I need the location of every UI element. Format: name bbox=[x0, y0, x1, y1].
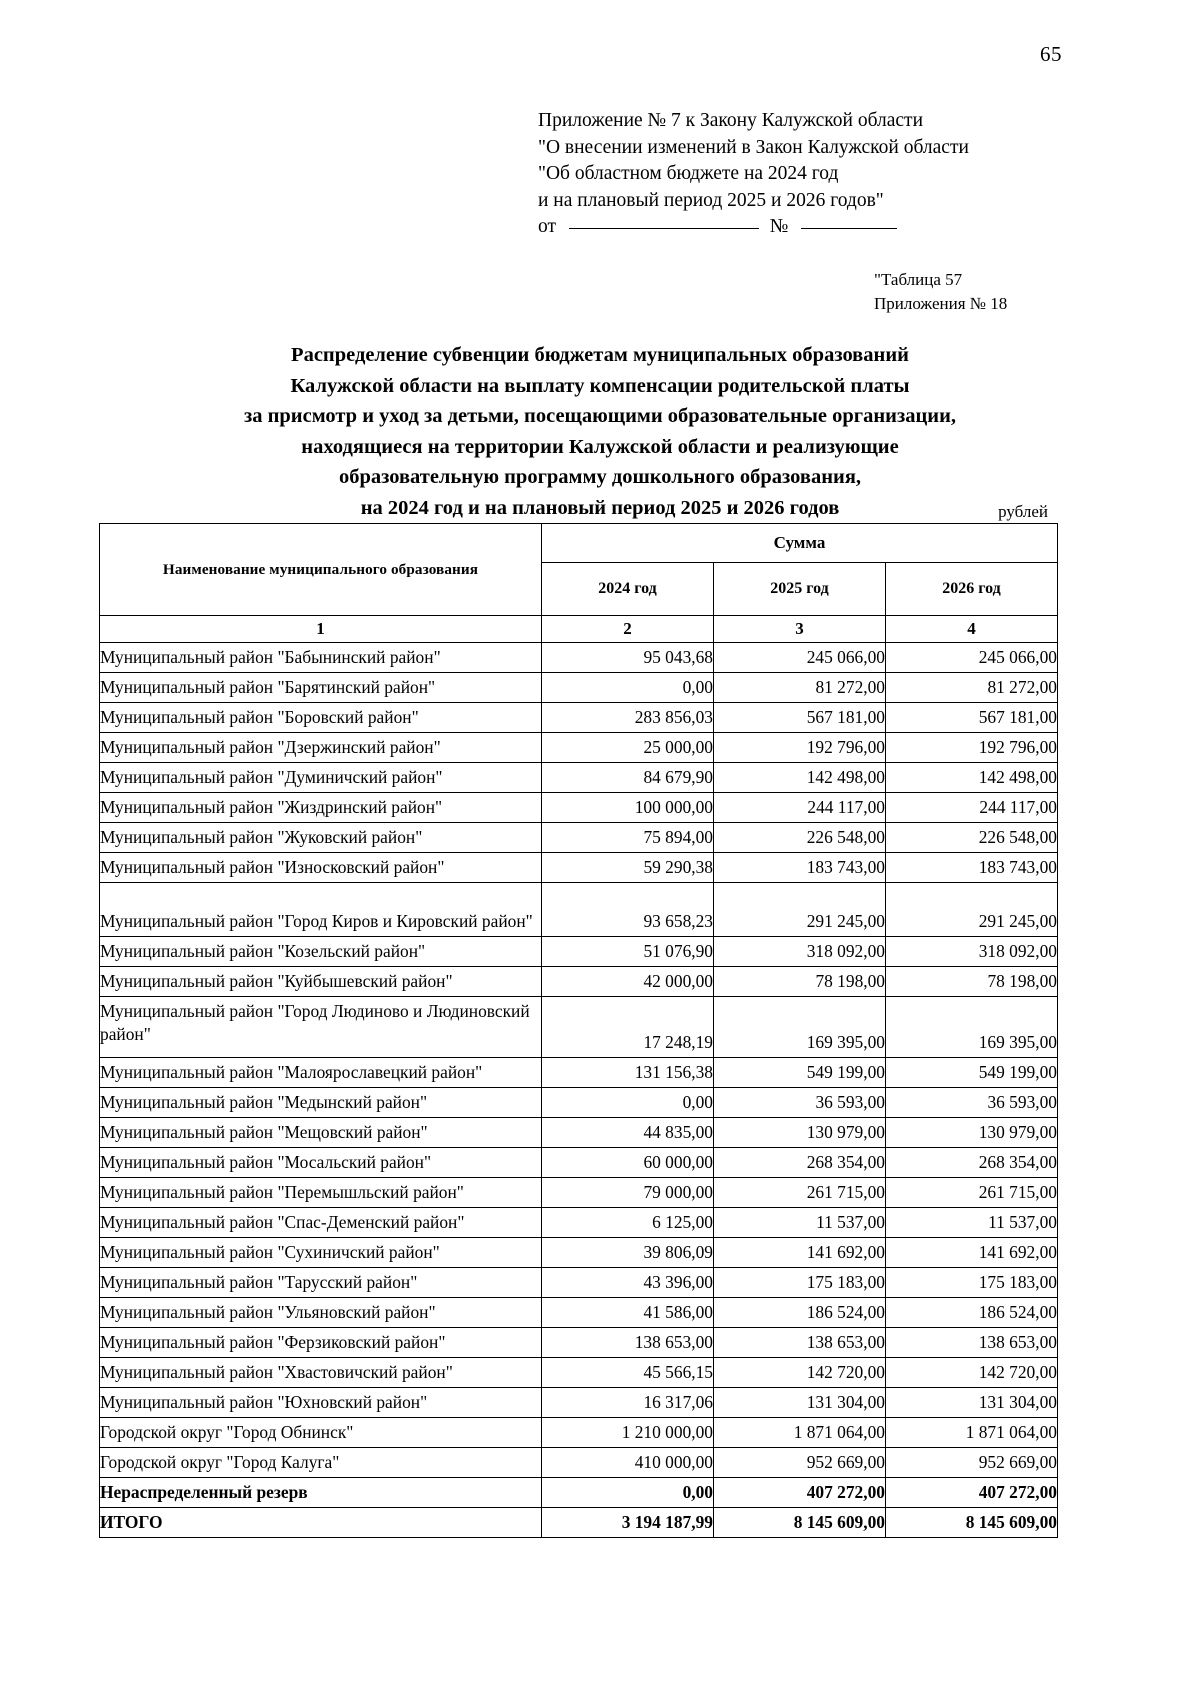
row-value-2025: 8 145 609,00 bbox=[714, 1508, 886, 1538]
row-municipality-name: Муниципальный район "Малоярославецкий район" bbox=[100, 1058, 542, 1088]
table-column-number-row bbox=[100, 616, 1058, 643]
row-municipality-name: Нераспределенный резерв bbox=[100, 1478, 542, 1508]
table-row bbox=[100, 1448, 1058, 1478]
row-value-2026: 192 796,00 bbox=[886, 733, 1058, 763]
row-value-2024: 84 679,90 bbox=[542, 763, 714, 793]
row-value-2024: 95 043,68 bbox=[542, 643, 714, 673]
row-value-2026: 291 245,00 bbox=[886, 883, 1058, 937]
row-municipality-name: Городской округ "Город Калуга" bbox=[100, 1448, 542, 1478]
row-value-2024: 25 000,00 bbox=[542, 733, 714, 763]
row-value-2026: 78 198,00 bbox=[886, 967, 1058, 997]
header-year-2024: 2024 год bbox=[542, 563, 714, 616]
row-value-2026: 175 183,00 bbox=[886, 1268, 1058, 1298]
row-value-2025: 407 272,00 bbox=[714, 1478, 886, 1508]
row-value-2024: 6 125,00 bbox=[542, 1208, 714, 1238]
row-value-2025: 318 092,00 bbox=[714, 937, 886, 967]
row-value-2025: 1 871 064,00 bbox=[714, 1418, 886, 1448]
table-row bbox=[100, 967, 1058, 997]
table-row bbox=[100, 1508, 1058, 1538]
row-municipality-name: Муниципальный район "Куйбышевский район" bbox=[100, 967, 542, 997]
row-value-2025: 81 272,00 bbox=[714, 673, 886, 703]
row-value-2026: 36 593,00 bbox=[886, 1088, 1058, 1118]
row-municipality-name: Муниципальный район "Барятинский район" bbox=[100, 673, 542, 703]
title-line-2: Калужской области на выплату компенсации родительской платы bbox=[290, 374, 910, 397]
table-row bbox=[100, 1148, 1058, 1178]
row-value-2024: 75 894,00 bbox=[542, 823, 714, 853]
row-value-2024: 16 317,06 bbox=[542, 1388, 714, 1418]
table-row bbox=[100, 1238, 1058, 1268]
row-value-2024: 39 806,09 bbox=[542, 1238, 714, 1268]
row-value-2024: 100 000,00 bbox=[542, 793, 714, 823]
row-value-2025: 549 199,00 bbox=[714, 1058, 886, 1088]
row-municipality-name: Муниципальный район "Город Людиново и Людиновский район" bbox=[100, 997, 542, 1058]
row-municipality-name: Муниципальный район "Спас-Деменский район" bbox=[100, 1208, 542, 1238]
row-municipality-name: Муниципальный район "Город Киров и Кировский район" bbox=[100, 883, 542, 937]
table-row bbox=[100, 793, 1058, 823]
row-value-2025: 244 117,00 bbox=[714, 793, 886, 823]
title-line-5: образовательную программу дошкольного образования, bbox=[338, 466, 862, 488]
row-value-2026: 244 117,00 bbox=[886, 793, 1058, 823]
row-value-2024: 51 076,90 bbox=[542, 937, 714, 967]
row-value-2024: 0,00 bbox=[542, 1088, 714, 1118]
row-municipality-name: Муниципальный район "Хвастовичский район" bbox=[100, 1358, 542, 1388]
row-value-2025: 138 653,00 bbox=[714, 1328, 886, 1358]
title-line-1: Распределение субвенции бюджетам муниципальных образований bbox=[291, 344, 909, 366]
table-body bbox=[100, 643, 1058, 1538]
appendix-line-3: "Об областном бюджете на 2024 год bbox=[538, 163, 839, 184]
row-value-2025: 186 524,00 bbox=[714, 1298, 886, 1328]
row-value-2024: 59 290,38 bbox=[542, 853, 714, 883]
table-row bbox=[100, 1298, 1058, 1328]
row-municipality-name: Муниципальный район "Тарусский район" bbox=[100, 1268, 542, 1298]
row-value-2025: 130 979,00 bbox=[714, 1118, 886, 1148]
row-value-2025: 142 720,00 bbox=[714, 1358, 886, 1388]
appendix-reference-block bbox=[538, 108, 969, 241]
row-municipality-name: Муниципальный район "Ульяновский район" bbox=[100, 1298, 542, 1328]
row-value-2026: 183 743,00 bbox=[886, 853, 1058, 883]
row-value-2024: 0,00 bbox=[542, 673, 714, 703]
row-value-2026: 131 304,00 bbox=[886, 1388, 1058, 1418]
table-row bbox=[100, 703, 1058, 733]
row-value-2026: 567 181,00 bbox=[886, 703, 1058, 733]
title-line-6: на 2024 год и на плановый период 2025 и 2026 годов bbox=[360, 496, 840, 519]
row-value-2024: 410 000,00 bbox=[542, 1448, 714, 1478]
table-row bbox=[100, 1088, 1058, 1118]
table-row bbox=[100, 1118, 1058, 1148]
table-row bbox=[100, 853, 1058, 883]
column-number-3: 3 bbox=[714, 616, 886, 643]
row-value-2025: 142 498,00 bbox=[714, 763, 886, 793]
table-row bbox=[100, 643, 1058, 673]
table-reference-line-1: "Таблица 57 bbox=[874, 270, 963, 289]
table-row bbox=[100, 1478, 1058, 1508]
row-value-2025: 567 181,00 bbox=[714, 703, 886, 733]
row-municipality-name: ИТОГО bbox=[100, 1508, 542, 1538]
date-blank-rule bbox=[569, 228, 759, 229]
row-value-2026: 138 653,00 bbox=[886, 1328, 1058, 1358]
row-municipality-name: Муниципальный район "Жуковский район" bbox=[100, 823, 542, 853]
row-municipality-name: Муниципальный район "Ферзиковский район" bbox=[100, 1328, 542, 1358]
table-row bbox=[100, 1208, 1058, 1238]
row-value-2024: 60 000,00 bbox=[542, 1148, 714, 1178]
table-row bbox=[100, 883, 1058, 937]
row-municipality-name: Муниципальный район "Думиничский район" bbox=[100, 763, 542, 793]
row-value-2025: 245 066,00 bbox=[714, 643, 886, 673]
table-row bbox=[100, 673, 1058, 703]
table-row bbox=[100, 1388, 1058, 1418]
row-value-2024: 283 856,03 bbox=[542, 703, 714, 733]
row-value-2026: 130 979,00 bbox=[886, 1118, 1058, 1148]
row-municipality-name: Муниципальный район "Мосальский район" bbox=[100, 1148, 542, 1178]
row-value-2025: 131 304,00 bbox=[714, 1388, 886, 1418]
table-reference bbox=[874, 268, 1007, 316]
table-row bbox=[100, 1358, 1058, 1388]
row-value-2024: 17 248,19 bbox=[542, 997, 714, 1058]
page-number: 65 bbox=[1040, 42, 1062, 66]
appendix-line-2: "О внесении изменений в Закон Калужской области bbox=[538, 136, 969, 158]
header-sum-group: Сумма bbox=[542, 524, 1058, 563]
row-value-2025: 952 669,00 bbox=[714, 1448, 886, 1478]
row-value-2026: 81 272,00 bbox=[886, 673, 1058, 703]
row-municipality-name: Муниципальный район "Дзержинский район" bbox=[100, 733, 542, 763]
row-value-2026: 226 548,00 bbox=[886, 823, 1058, 853]
appendix-line-4: и на плановый период 2025 и 2026 годов" bbox=[538, 189, 884, 211]
table-row bbox=[100, 997, 1058, 1058]
row-value-2024: 44 835,00 bbox=[542, 1118, 714, 1148]
row-value-2024: 3 194 187,99 bbox=[542, 1508, 714, 1538]
row-municipality-name: Муниципальный район "Износковский район" bbox=[100, 853, 542, 883]
row-municipality-name: Муниципальный район "Боровский район" bbox=[100, 703, 542, 733]
row-value-2025: 226 548,00 bbox=[714, 823, 886, 853]
table-row bbox=[100, 823, 1058, 853]
row-value-2024: 0,00 bbox=[542, 1478, 714, 1508]
row-value-2026: 261 715,00 bbox=[886, 1178, 1058, 1208]
row-municipality-name: Муниципальный район "Сухиничский район" bbox=[100, 1238, 542, 1268]
row-value-2026: 1 871 064,00 bbox=[886, 1418, 1058, 1448]
table-row bbox=[100, 1418, 1058, 1448]
row-value-2024: 79 000,00 bbox=[542, 1178, 714, 1208]
table-row bbox=[100, 733, 1058, 763]
row-value-2025: 268 354,00 bbox=[714, 1148, 886, 1178]
row-municipality-name: Городской округ "Город Обнинск" bbox=[100, 1418, 542, 1448]
row-value-2024: 41 586,00 bbox=[542, 1298, 714, 1328]
row-municipality-name: Муниципальный район "Бабынинский район" bbox=[100, 643, 542, 673]
row-value-2026: 549 199,00 bbox=[886, 1058, 1058, 1088]
row-value-2024: 93 658,23 bbox=[542, 883, 714, 937]
row-value-2026: 141 692,00 bbox=[886, 1238, 1058, 1268]
row-value-2026: 142 498,00 bbox=[886, 763, 1058, 793]
number-blank-rule bbox=[801, 228, 897, 229]
row-value-2024: 131 156,38 bbox=[542, 1058, 714, 1088]
row-value-2025: 192 796,00 bbox=[714, 733, 886, 763]
title-line-3: за присмотр и уход за детьми, посещающими образовательные организации, bbox=[243, 405, 957, 427]
row-value-2026: 11 537,00 bbox=[886, 1208, 1058, 1238]
date-prefix-label: от bbox=[538, 216, 557, 237]
row-value-2026: 952 669,00 bbox=[886, 1448, 1058, 1478]
table-row bbox=[100, 1328, 1058, 1358]
table-row bbox=[100, 1178, 1058, 1208]
row-value-2024: 1 210 000,00 bbox=[542, 1418, 714, 1448]
row-value-2026: 407 272,00 bbox=[886, 1478, 1058, 1508]
table-row bbox=[100, 1058, 1058, 1088]
table-reference-line-2: Приложения № 18 bbox=[874, 294, 1008, 313]
table-row bbox=[100, 763, 1058, 793]
column-number-2: 2 bbox=[542, 616, 714, 643]
row-municipality-name: Муниципальный район "Мещовский район" bbox=[100, 1118, 542, 1148]
header-municipality-name: Наименование муниципального образования bbox=[100, 524, 542, 616]
row-municipality-name: Муниципальный район "Козельский район" bbox=[100, 937, 542, 967]
row-value-2025: 183 743,00 bbox=[714, 853, 886, 883]
row-value-2026: 186 524,00 bbox=[886, 1298, 1058, 1328]
table-row bbox=[100, 937, 1058, 967]
row-value-2024: 138 653,00 bbox=[542, 1328, 714, 1358]
appendix-line-1: Приложение № 7 к Закону Калужской области bbox=[538, 110, 924, 131]
row-value-2026: 245 066,00 bbox=[886, 643, 1058, 673]
distribution-table bbox=[99, 523, 1058, 1538]
appendix-signature-line bbox=[538, 214, 969, 241]
row-value-2026: 268 354,00 bbox=[886, 1148, 1058, 1178]
row-municipality-name: Муниципальный район "Жиздринский район" bbox=[100, 793, 542, 823]
header-year-2025: 2025 год bbox=[714, 563, 886, 616]
distribution-table-container bbox=[99, 523, 1057, 1538]
row-municipality-name: Муниципальный район "Юхновский район" bbox=[100, 1388, 542, 1418]
units-label: рублей bbox=[998, 502, 1048, 521]
row-value-2025: 261 715,00 bbox=[714, 1178, 886, 1208]
row-value-2024: 43 396,00 bbox=[542, 1268, 714, 1298]
row-value-2025: 11 537,00 bbox=[714, 1208, 886, 1238]
row-value-2025: 291 245,00 bbox=[714, 883, 886, 937]
table-head bbox=[100, 524, 1058, 643]
row-value-2025: 36 593,00 bbox=[714, 1088, 886, 1118]
row-value-2024: 42 000,00 bbox=[542, 967, 714, 997]
row-value-2026: 8 145 609,00 bbox=[886, 1508, 1058, 1538]
title-line-4: находящиеся на территории Калужской области и реализующие bbox=[301, 435, 899, 458]
row-value-2025: 175 183,00 bbox=[714, 1268, 886, 1298]
row-municipality-name: Муниципальный район "Медынский район" bbox=[100, 1088, 542, 1118]
row-value-2025: 141 692,00 bbox=[714, 1238, 886, 1268]
header-year-2026: 2026 год bbox=[886, 563, 1058, 616]
row-value-2025: 78 198,00 bbox=[714, 967, 886, 997]
row-value-2026: 142 720,00 bbox=[886, 1358, 1058, 1388]
document-title bbox=[0, 340, 1200, 523]
table-row bbox=[100, 1268, 1058, 1298]
row-value-2025: 169 395,00 bbox=[714, 997, 886, 1058]
row-value-2024: 45 566,15 bbox=[542, 1358, 714, 1388]
row-municipality-name: Муниципальный район "Перемышльский район" bbox=[100, 1178, 542, 1208]
table-header-row-1 bbox=[100, 524, 1058, 563]
column-number-1: 1 bbox=[100, 616, 542, 643]
row-value-2026: 169 395,00 bbox=[886, 997, 1058, 1058]
column-number-4: 4 bbox=[886, 616, 1058, 643]
row-value-2026: 318 092,00 bbox=[886, 937, 1058, 967]
number-prefix-label: № bbox=[769, 216, 789, 237]
